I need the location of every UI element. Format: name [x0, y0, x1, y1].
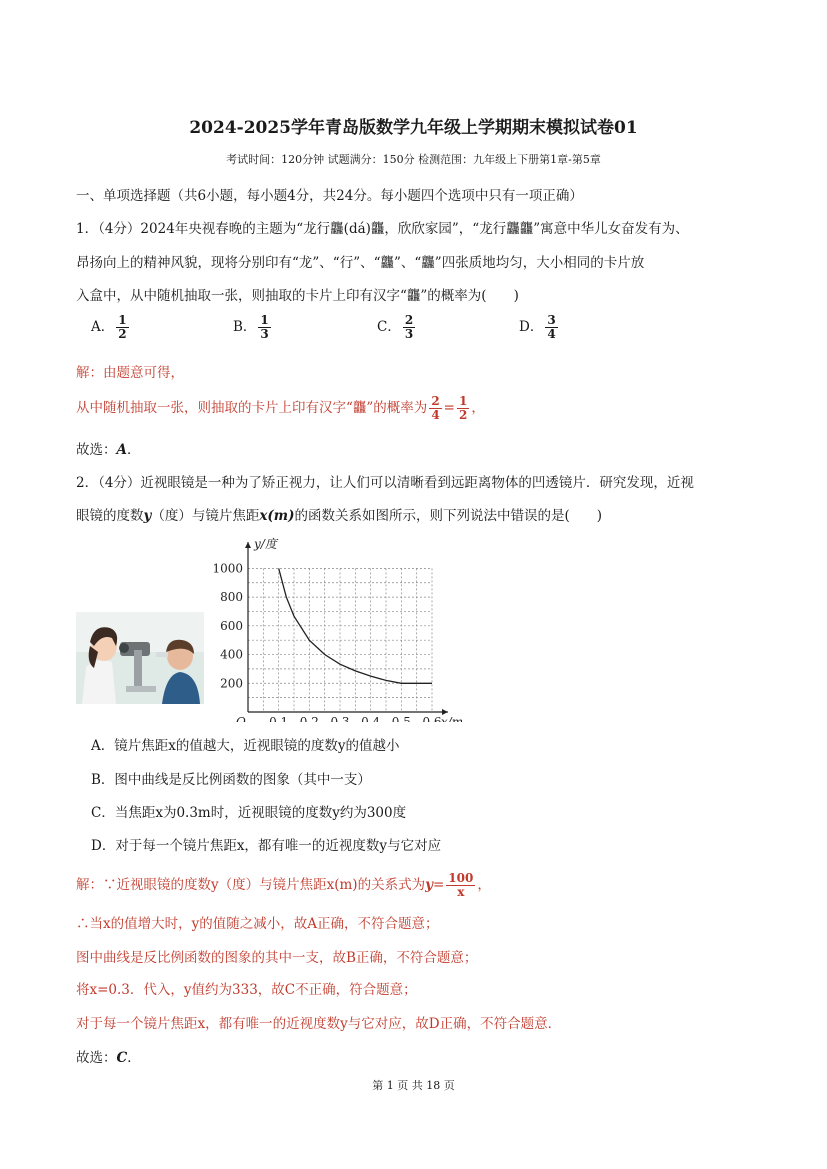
- y-tick-label: 800: [220, 590, 243, 605]
- q2-solution-1: 解：∵近视眼镜的度数y（度）与镜片焦距x(m)的关系式为y= $\frac{100}{x}$ ，: [76, 871, 491, 899]
- q2-option-a[interactable]: A．镜片焦距x的值越大，近视眼镜的度数y的值越小: [91, 738, 400, 754]
- q2-option-b[interactable]: B．图中曲线是反比例函数的图象（其中一支）: [91, 772, 371, 788]
- q1-line3: 入盒中，从中随机抽取一张，则抽取的卡片上印有汉字“龘”的概率为( ): [76, 288, 519, 304]
- q2-solution-4: 将x=0.3．代入，y值约为333，故C不正确，符合题意；: [76, 982, 417, 998]
- q1-option-c[interactable]: [377, 314, 417, 341]
- q2-solution-3: 图中曲线是反比例函数的图象的其中一支，故B正确，不符合题意；: [76, 950, 478, 966]
- option-fraction: $\frac{2}{3}$: [404, 313, 414, 341]
- option-label: C．: [377, 319, 401, 335]
- page-footer: 第 1 页 共 18 页: [372, 1079, 455, 1092]
- page-title: 2024-2025学年青岛版数学九年级上学期期末模拟试卷01: [189, 118, 638, 138]
- q2-line2: 眼镜的度数y（度）与镜片焦距x(m)的函数关系如图所示，则下列说法中错误的是( ): [76, 508, 603, 524]
- option-fraction: $\frac{1}{3}$: [260, 313, 269, 341]
- option-fraction: $\frac{1}{2}$: [118, 313, 127, 341]
- fraction-100-x: $\frac{100}{x}$: [448, 871, 474, 899]
- q2-option-d[interactable]: D．对于每一个镜片焦距x，都有唯一的近视度数y与它对应: [91, 838, 442, 854]
- q2-answer: 故选：C．: [76, 1050, 141, 1066]
- eye-exam-illustration: [76, 612, 204, 704]
- option-label: A．: [91, 319, 115, 335]
- y-tick-label: 600: [220, 618, 243, 633]
- y-axis-arrow: [245, 542, 251, 548]
- x-tick-label: 0.3: [330, 715, 350, 722]
- q1-option-a[interactable]: [91, 314, 131, 341]
- q1-solution-1: 解：由题意可得，: [76, 365, 184, 381]
- y-tick-label: 200: [220, 676, 243, 691]
- q1-line2: 昂扬向上的精神风貌，现将分别印有“龙”、“行”、“龘”、“龘”四张质地均匀，大小相同的卡片放: [76, 255, 645, 271]
- chart-container: [206, 532, 476, 722]
- fraction-2-4: $\frac{2}{4}$: [431, 394, 440, 422]
- y-axis-label: y/度: [254, 537, 277, 551]
- x-tick-label: 0.6: [422, 715, 442, 722]
- q1-option-d[interactable]: [519, 314, 560, 341]
- y-tick-label: 400: [220, 647, 243, 662]
- x-axis-label: x/m: [440, 715, 464, 722]
- q1-line1: 1．（4分）2024年央视春晚的主题为“龙行龘(dá)龘，欣欣家园”，“龙行龘龘”寓意中华儿女奋发有为、: [76, 221, 689, 237]
- q1-solution-2: 从中随机抽取一张，则抽取的卡片上印有汉字“龘”的概率为 $\frac{2}{4}$ = $\frac{1}{2}$ ，: [76, 394, 485, 422]
- origin-label: O: [236, 715, 246, 722]
- q2-option-c[interactable]: C．当焦距x为0.3m时，近视眼镜的度数y约为300度: [91, 805, 407, 821]
- function-chart: [206, 532, 476, 722]
- q2-line1: 2．（4分）近视眼镜是一种为了矫正视力，让人们可以清晰看到远距离物体的凹透镜片．研究发现，近视: [76, 475, 694, 491]
- y-tick-label: 1000: [212, 561, 243, 576]
- option-label: B．: [233, 319, 257, 335]
- x-tick-label: 0.1: [269, 715, 289, 722]
- section-heading: 一、单项选择题（共6小题，每小题4分，共24分。每小题四个选项中只有一项正确）: [76, 188, 583, 204]
- option-fraction: $\frac{3}{4}$: [547, 313, 556, 341]
- fraction-1-2: $\frac{1}{2}$: [458, 394, 468, 422]
- q1-answer: 故选：A．: [76, 442, 141, 458]
- x-tick-label: 0.2: [299, 715, 319, 722]
- exam-info: 考试时间：120分钟 试题满分：150分 检测范围：九年级上下册第1章-第5章: [226, 153, 601, 166]
- q2-solution-2: ∴当x的值增大时，y的值随之减小，故A正确，不符合题意；: [76, 916, 439, 932]
- q2-solution-5: 对于每一个镜片焦距x，都有唯一的近视度数y与它对应，故D正确，不符合题意．: [76, 1016, 562, 1032]
- eye-exam-photo: [76, 612, 204, 704]
- q1-option-b[interactable]: [233, 314, 273, 341]
- x-tick-label: 0.4: [361, 715, 381, 722]
- x-tick-label: 0.5: [391, 715, 411, 722]
- option-label: D．: [519, 319, 544, 335]
